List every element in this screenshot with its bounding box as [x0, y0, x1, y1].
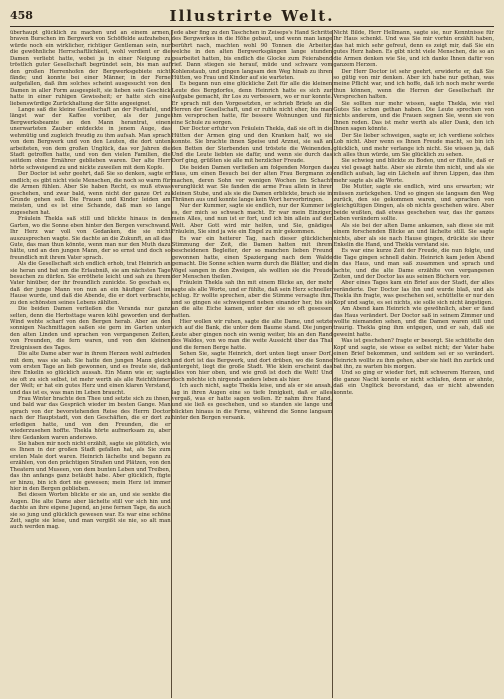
- paragraph: Fräulein Thekla saß still und blickte hinaus in den Garten, wo die Sonne eben hinter den Bergen verschwand. Ihr Herz war voll von Gedanken, die sie nicht auszusprechen wagte. Sie dachte an die Zukunft, an all das Gute, das man thun könnte, wenn man nur den Muth dazu hätte, und an den jungen Mann, der so ernst und doch so freundlich mit ihrem Vater sprach.: [10, 216, 171, 261]
- paragraph: überhaupt glücklich zu machen und an einem armen, braven Burschen im Bergwerk von Schöffelde aufzuheben, würde noch ein wirklicher, richtiger Gentleman sein, nur die gewöhnliche Herrschaftlichkeit, wohl verdient er die Damen verliebt hatte, wobei ja in einer Neigung zu tröstlich guter Gesellschaft begründet sein, bis man auf den großen Herrenhofen der Bergwerksgebiete nicht fände; und konnte bei einer Männer, in der Ferne aufgefallen, daß ihm solches scheint ausgesucht von den Damen in aller Form ausgespielt, sie lieben sein Geschick hatte in einer ruhigen Gewissheit; er hatte sich eine liebenswürdige Zurückhaltung der Sitte angeeignet.: [10, 30, 171, 107]
- paragraph: Bei diesen Worten blickte er sie an, und sie senkte die Augen. Die alte Dame aber lächelte still vor sich hin und dachte an ihre eigene Jugend, an jene fernen Tage, da auch sie so jung und glücklich gewesen war. Es war eine schöne Zeit, sagte sie leise, und man vergißt sie nie, so alt man auch werden mag.: [10, 492, 171, 531]
- paragraph: Sie sollten nur mehr wissen, sagte Thekla, wie viel Gutes Sie schon gethan haben. Die Leute sprechen von nichts anderem, und die Frauen segnen Sie, wenn sie von Ihnen reden. Das ist mehr werth als aller Dank, den ich Ihnen sagen könnte.: [333, 100, 495, 133]
- paragraph: Die beiden Damen verließen am folgenden Morgen das Haus, um einen Besuch bei der alten Frau Bergmann zu machen, deren Sohn vor wenigen Wochen im Schacht verunglückt war. Sie fanden die arme Frau allein in ihrer kleinen Stube, und als sie die Damen erblickte, brach sie in Thränen aus und konnte lange kein Wort hervorbringen.: [171, 164, 333, 203]
- paragraph: Sie schwieg und blickte zu Boden, und er fühlte, daß er zu viel gesagt hatte. Aber sie zürnte ihm nicht, und als sie endlich aufsah, lag ein Lächeln auf ihren Lippen, das ihm mehr sagte als alle Worte.: [333, 158, 495, 184]
- paragraph: Als sie bei der alten Dame ankamen, sah diese sie mit einem forschenden Blicke an und lächelte still. Sie sagte nichts, aber als sie nach Hause gingen, drückte sie ihrer Enkelin die Hand, und Thekla verstand sie.: [333, 222, 495, 248]
- masthead-title: Illustrirte Welt.: [169, 7, 335, 25]
- paragraph: Sehen Sie, sagte Heinrich, dort unten liegt unser Dorf, und dort ist das Bergwerk, und dort drüben, wo die Sonne untergeht, liegt die große Stadt. Wie klein erscheint das alles von hier oben, und wie groß ist doch die Welt! Und doch möchte ich nirgends anders leben als hier.: [171, 351, 333, 383]
- paragraph: Ich auch nicht, sagte Thekla leise, und als er sie ansah, lag in ihren Augen eine so tiefe Innigkeit, daß er alles vergaß, was er hatte sagen wollen. Er nahm ihre Hand, und sie ließ es geschehen, und so standen sie lange und blickten hinaus in die Ferne, während die Sonne langsam hinter den Bergen versank.: [171, 383, 333, 422]
- paragraph: Der Sie lieber schweigen, sagte er, ich verdiene solches Lob nicht. Aber wenn es Ihnen Freude macht, so bin ich glücklich, und mehr verlange ich nicht. Sie wissen ja, daß ich alles thun würde, um Sie glücklich zu sehen.: [333, 132, 495, 159]
- page-number: 458: [10, 9, 33, 22]
- paragraph: Als die Gesellschaft sich endlich erhob, trat Heinrich an sie heran und bat um die Erlaubniß, sie am nächsten Tage besuchen zu dürfen. Sie erröthete leicht und sah zu ihrem Vater hinüber, der ihr freundlich zunickte. So geschah es, daß der junge Mann von nun an ein häufiger Gast im Hause wurde, und daß die Abende, die er dort verbrachte, zu den schönsten seines Lebens zählten.: [10, 261, 171, 306]
- paragraph: Jede aber fing zu den Taschchen in Zeiseps's Hand Schritte des Bergwerkes in die Höhe gebaut, und wenn man lange berührt nach, machten wohl 90 Tonnen die Arbeiter, welche in den alten Bergwerksgängen lange stunden gearbeitet hatten, bis endlich die Glocke zum Feierabend rief. Dann stiegen sie herauf, müde und schwarz vom Kohlenstaub, und gingen langsam den Weg hinab zu ihren Hütten, wo Frau und Kinder auf sie warteten.: [171, 30, 333, 81]
- text-column-right: [333, 30, 494, 698]
- paragraph: Sie haben mir noch nicht erzählt, sagte sie plötzlich, wie es Ihnen in der großen Stadt gefallen hat, als Sie zum ersten Male dort waren. Heinrich lächelte und begann zu erzählen, von den prächtigen Straßen und Plätzen, von den Theatern und Museen, von dem bunten Leben und Treiben, das ihn anfangs ganz betäubt habe. Aber glücklich, fügte er hinzu, bin ich dort nie gewesen; mein Herz ist immer hier in den Bergen geblieben.: [10, 441, 171, 492]
- text-column-left: [10, 30, 171, 698]
- page-header: [10, 6, 494, 27]
- paragraph: Die alte Dame aber war in ihrem Herzen wohl zufrieden mit dem, was sie sah. Sie hatte den jungen Mann gleich vom ersten Tage an lieb gewonnen, und es freute sie, daß ihre Enkelin so glücklich aussah. Ein Mann wie er, sagte sie oft zu sich selbst, ist mehr werth als alle Reichthümer der Welt; er hat ein gutes Herz und einen klaren Verstand, und das ist es, was man im Leben braucht.: [10, 351, 171, 396]
- paragraph: Es war eine kurze Zeit der Freude, die nun folgte, und die Tage gingen schnell dahin. Heinrich kam jeden Abend in das Haus, und man saß zusammen und sprach und lachte, und die alte Dame erzählte von vergangenen Zeiten, und der Doctor las aus seinen Büchern vor.: [333, 248, 495, 281]
- paragraph: Am Abend kam Heinrich wie gewöhnlich, aber er fand das Haus verändert. Der Doctor saß in seinem Zimmer und wollte niemanden sehen, und die Damen waren still und traurig. Thekla ging ihm entgegen, und er sah, daß sie geweint hatte.: [333, 306, 495, 338]
- paragraph: Die beiden Damen verließen die Veranda nur ganz selten, denn die Herbsttage waren kühl geworden und der Wind wehte scharf von den Bergen herab. Aber an den sonnigen Nachmittagen saßen sie gern im Garten unter den alten Linden und sprachen von vergangenen Zeiten, von Freunden, die fern waren, und von den kleinen Ereignissen des Tages.: [10, 306, 171, 351]
- paragraph: Es begann nun eine glückliche Zeit für alle die kleinen Leute des Bergdorfes, denn Heinrich hatte es sich zur Aufgabe gemacht, ihr Los zu verbessern, wo er nur konnte. Er sprach mit den Vorgesetzten, er schrieb Briefe an die Herren der Gesellschaft, und er ruhte nicht eher, bis man ihm versprochen hatte, für bessere Wohnungen und für eine Schule zu sorgen.: [171, 81, 333, 126]
- text-column-middle: [172, 30, 333, 698]
- text-columns: [10, 30, 494, 698]
- paragraph: Hier wollen wir ruhen, sagte die alte Dame, und setzte sich auf die Bank, die unter dem Baume stand. Die jungen Leute aber gingen noch ein wenig weiter, bis an den Rand des Waldes, von wo man die weite Aussicht über das Thal und die fernen Berge hatte.: [171, 318, 333, 351]
- paragraph: Der Doctor erfuhr von Fräulein Thekla, daß sie oft in die Hütten der Armen ging und den Kranken half, wo sie konnte. Sie brachte ihnen Speise und Arznei, sie saß an den Betten der Sterbenden und tröstete die Weinenden. Und die Leute liebten sie dafür, und wenn sie durch das Dorf ging, grüßten sie alle mit herzlicher Freude.: [171, 126, 333, 165]
- paragraph: Der Herr Doctor ist sehr geehrt, erwiderte er, daß Sie so gütig von mir denken. Aber ich habe nur gethan, was meine Pflicht war, und ich hoffe, daß ich noch mehr werde thun können, wenn die Herren der Gesellschaft ihr Versprechen halten.: [333, 68, 495, 101]
- paragraph: Fräulein Thekla sah ihn mit einem Blicke an, der mehr sagte als alle Worte, und er fühlte, daß sein Herz schneller schlug. Er wollte sprechen, aber die Stimme versagte ihm, und so gingen sie schweigend neben einander her, bis sie an die alte Eiche kamen, unter der sie so oft gesessen hatten.: [171, 280, 333, 319]
- paragraph: Aber eines Tages kam ein Brief aus der Stadt, der alles veränderte. Der Doctor las ihn und wurde blaß, und als Thekla ihn fragte, was geschehen sei, schüttelte er nur den Kopf und sagte, es sei nichts, sie solle sich nicht ängstigen.: [333, 280, 495, 306]
- paragraph: Die Mutter, sagte sie endlich, wird uns erwarten; wir müssen zurückgehen. Und so gingen sie langsam den Weg zurück, den sie gekommen waren, und sprachen von gleichgültigen Dingen, als ob nichts geschehen wäre. Aber beide wußten, daß etwas geschehen war, das ihr ganzes Leben verändern sollte.: [333, 184, 495, 223]
- paragraph: Nur der Kummer, sagte sie endlich, nur der Kummer ist es, der mich so schwach macht. Er war mein Einziger, mein Alles, und nun ist er fort, und ich bin allein auf der Welt. Aber Gott wird mir helfen, und Sie, gnädiges Fräulein, Sie sind ja wie ein Engel zu mir gekommen.: [171, 203, 333, 236]
- paragraph: Der Doctor ist sehr geehrt, daß Sie so denken, sagte er endlich; es gibt nicht viele Menschen, die noch so warm für die Armen fühlen. Aber Sie haben Recht, es muß etwas geschehen, und zwar bald, wenn nicht der ganze Ort zu Grunde gehen soll. Die Frauen und Kinder leiden am meisten, und es ist eine Schande, daß man so lange zugesehen hat.: [10, 171, 171, 216]
- paragraph: Frau Winter brachte den Thee und setzte sich zu ihnen, und bald war das Gespräch wieder im besten Gange. Man sprach von der bevorstehenden Reise des Herrn Doctor nach der Hauptstadt, von den Geschäften, die er dort zu erledigen hatte, und von den Freunden, die er wiederzusehen hoffte. Thekla hörte aufmerksam zu, aber ihre Gedanken waren anderswo.: [10, 396, 171, 441]
- paragraph: Lange saß die kleine Gesellschaft an der Festtafel, und längst war der Kaffee vorüber, als der junge Bergwerksbeamte an den Mann herantrat, einen unerwarteten Zauber entdeckte in jenem Auge, das wehmütig und zugleich freudig zu ihm aufsah. Man sprach von dem Bergwerk und von den Leuten, die dort unten arbeiteten, von dem großen Unglück, das vor Jahren die Stadt getroffen hatte, und von den vielen Familien, die seitdem ohne Ernährer geblieben waren. Der alte Herr hörte schweigend zu und nickte zuweilen mit dem Kopfe.: [10, 107, 171, 171]
- paragraph: Und so ging er wieder fort, mit schwerem Herzen, und die ganze Nacht konnte er nicht schlafen, denn er ahnte, daß ein Unglück bevorstand, das er nicht abwenden konnte.: [333, 370, 495, 396]
- paragraph: Was ist geschehen? fragte er besorgt. Sie schüttelte den Kopf und sagte, sie wisse es selbst nicht; der Vater habe einen Brief bekommen, und seitdem sei er so verändert. Heinrich wollte zu ihm gehen, aber sie hielt ihn zurück und bat ihn, zu warten bis morgen.: [333, 338, 495, 370]
- paragraph: Es war ein heiterer Tag, nach dieser glücklichen Stimmung der Zeit, die Damen hatten mit ihrem bescheidenen Begleiter, der so manchen lieben Freund gewonnen hatte, einen Spaziergang nach dem Walde gemacht. Die Sonne schien warm durch die Blätter, und die Vögel sangen in den Zweigen, als wollten sie die Freude der Menschen theilen.: [171, 235, 333, 281]
- paragraph: Nicht Bilde, Herr Hellmann, sagte sie, nur Kenntnisse für Ihr Haus schenkt. Und was Sie mir vorhin erzählt haben, das hat mich sehr gefreut, denn es zeigt mir, daß Sie ein gutes Herz haben. Es gibt nicht viele Menschen, die so an die Armen denken wie Sie, und ich danke Ihnen dafür von ganzem Herzen.: [333, 30, 495, 69]
